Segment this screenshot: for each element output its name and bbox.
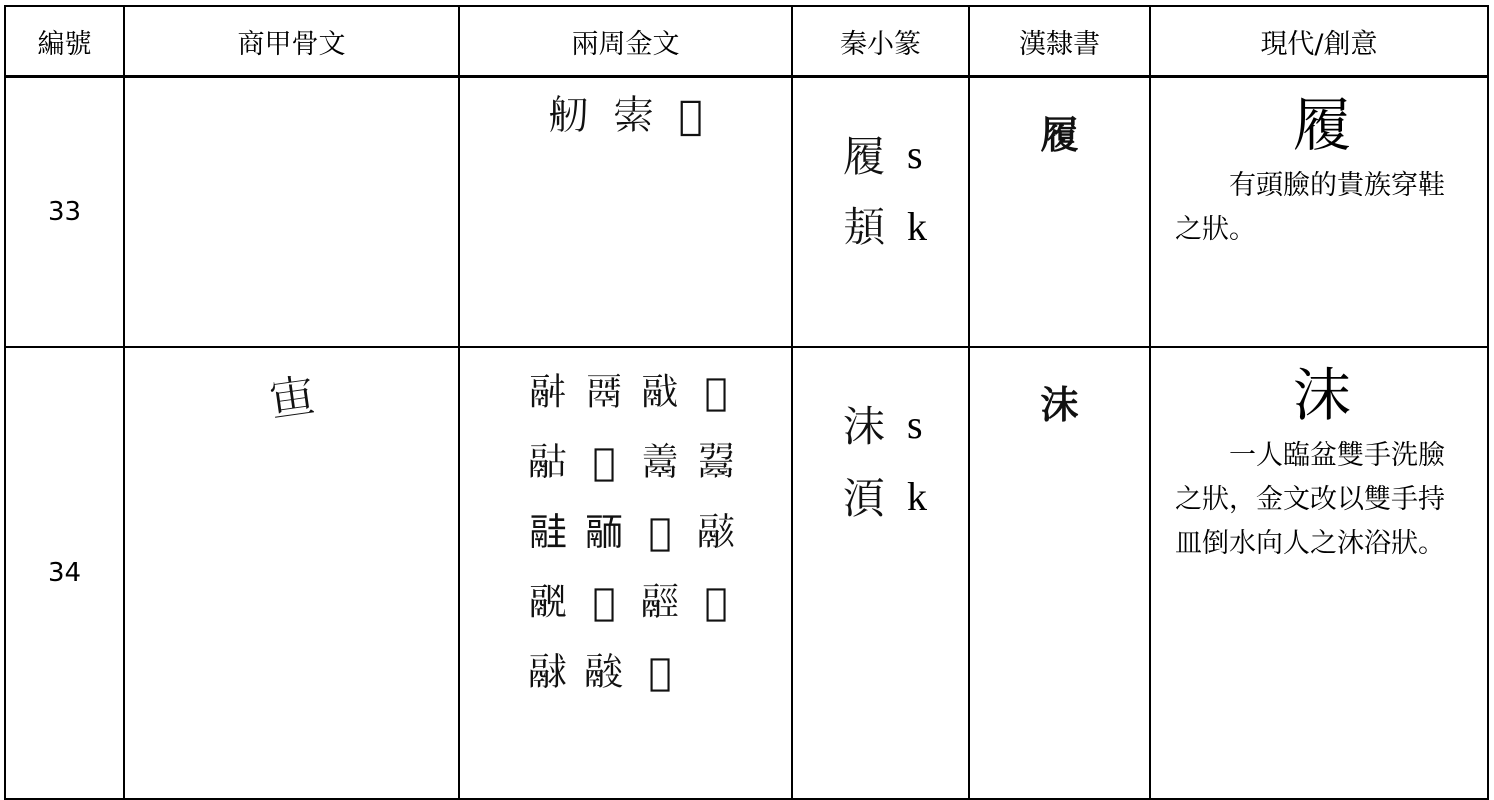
clerical-cell bbox=[969, 77, 1150, 348]
bronze-glyph: 𩰯 bbox=[528, 440, 567, 484]
oracle-bone-cell bbox=[124, 347, 459, 799]
seal-tag: k bbox=[907, 203, 927, 249]
bronze-glyph: 𩰽 bbox=[648, 650, 672, 694]
modern-cell bbox=[1150, 77, 1488, 348]
seal-glyph: 履 bbox=[843, 132, 886, 181]
seal-glyph: 𩓁 bbox=[843, 203, 886, 252]
bronze-glyph: 𩰺 bbox=[704, 580, 728, 624]
clerical-cell bbox=[969, 347, 1150, 799]
oracle-bone-cell bbox=[124, 77, 459, 348]
bronze-glyph: 𩰰 bbox=[592, 440, 616, 484]
small-seal-cell bbox=[792, 347, 969, 799]
bronze-cell bbox=[459, 77, 792, 348]
bronze-glyph: 𦨔 bbox=[548, 93, 589, 139]
row-number: 33 bbox=[5, 77, 124, 348]
seal-entry bbox=[843, 460, 968, 532]
table-row bbox=[5, 77, 1488, 348]
bronze-glyph: 𩰲 bbox=[696, 440, 735, 484]
bronze-glyph: 𩰬 bbox=[584, 370, 623, 414]
bronze-glyph: 𩰮 bbox=[704, 370, 728, 414]
bronze-glyph: 𩰹 bbox=[640, 580, 679, 624]
bronze-glyph: 𩰵 bbox=[648, 510, 672, 554]
table-row bbox=[5, 347, 1488, 799]
header-clerical: 漢隸書 bbox=[969, 6, 1150, 77]
bronze-glyph: 𩰴 bbox=[584, 510, 623, 554]
modern-description: 一人臨盆雙手洗臉之狀，金文改以雙手持皿倒水向人之沐浴狀。 bbox=[1175, 440, 1445, 559]
bronze-glyph: 𩰳 bbox=[528, 510, 567, 554]
seal-glyph: 沫 bbox=[843, 402, 886, 451]
bronze-glyph: 𩰶 bbox=[696, 510, 735, 554]
seal-entry bbox=[843, 388, 968, 460]
header-modern: 現代/創意 bbox=[1150, 6, 1488, 77]
oracle-glyph: 𡧹 bbox=[266, 370, 318, 427]
header-small-seal: 秦小篆 bbox=[792, 6, 969, 77]
bronze-glyph: 𩰻 bbox=[528, 650, 567, 694]
header-row bbox=[5, 6, 1488, 77]
bronze-glyph: 𩰸 bbox=[592, 580, 616, 624]
bronze-glyph: 𩰭 bbox=[640, 370, 679, 414]
clerical-glyph: 沫 bbox=[1040, 382, 1079, 427]
header-bronze: 兩周金文 bbox=[459, 6, 792, 77]
bronze-glyph: 𩰱 bbox=[640, 440, 679, 484]
seal-entry bbox=[843, 190, 968, 262]
modern-character: 沫 bbox=[1292, 361, 1351, 429]
bronze-glyph: 𡩡 bbox=[613, 93, 654, 139]
row-number: 34 bbox=[5, 347, 124, 799]
seal-tag: k bbox=[907, 473, 927, 519]
seal-tag: s bbox=[907, 131, 923, 177]
modern-description: 有頭臉的貴族穿鞋之狀。 bbox=[1175, 170, 1445, 245]
bronze-glyph: 𩰫 bbox=[528, 370, 567, 414]
modern-character: 履 bbox=[1292, 91, 1351, 159]
small-seal-cell bbox=[792, 77, 969, 348]
character-evolution-table bbox=[4, 5, 1489, 800]
header-number: 編號 bbox=[5, 6, 124, 77]
bronze-glyph: 𩰼 bbox=[584, 650, 623, 694]
seal-entry bbox=[843, 118, 968, 190]
seal-glyph: 湏 bbox=[843, 474, 886, 523]
clerical-glyph: 履 bbox=[1040, 112, 1079, 157]
modern-cell bbox=[1150, 347, 1488, 799]
bronze-glyph: 𩰷 bbox=[528, 580, 567, 624]
bronze-glyph-grid bbox=[520, 366, 791, 698]
seal-tag: s bbox=[907, 401, 923, 447]
header-oracle-bone: 商甲骨文 bbox=[124, 6, 459, 77]
bronze-glyph: 𡮴 bbox=[678, 93, 703, 139]
bronze-cell bbox=[459, 347, 792, 799]
